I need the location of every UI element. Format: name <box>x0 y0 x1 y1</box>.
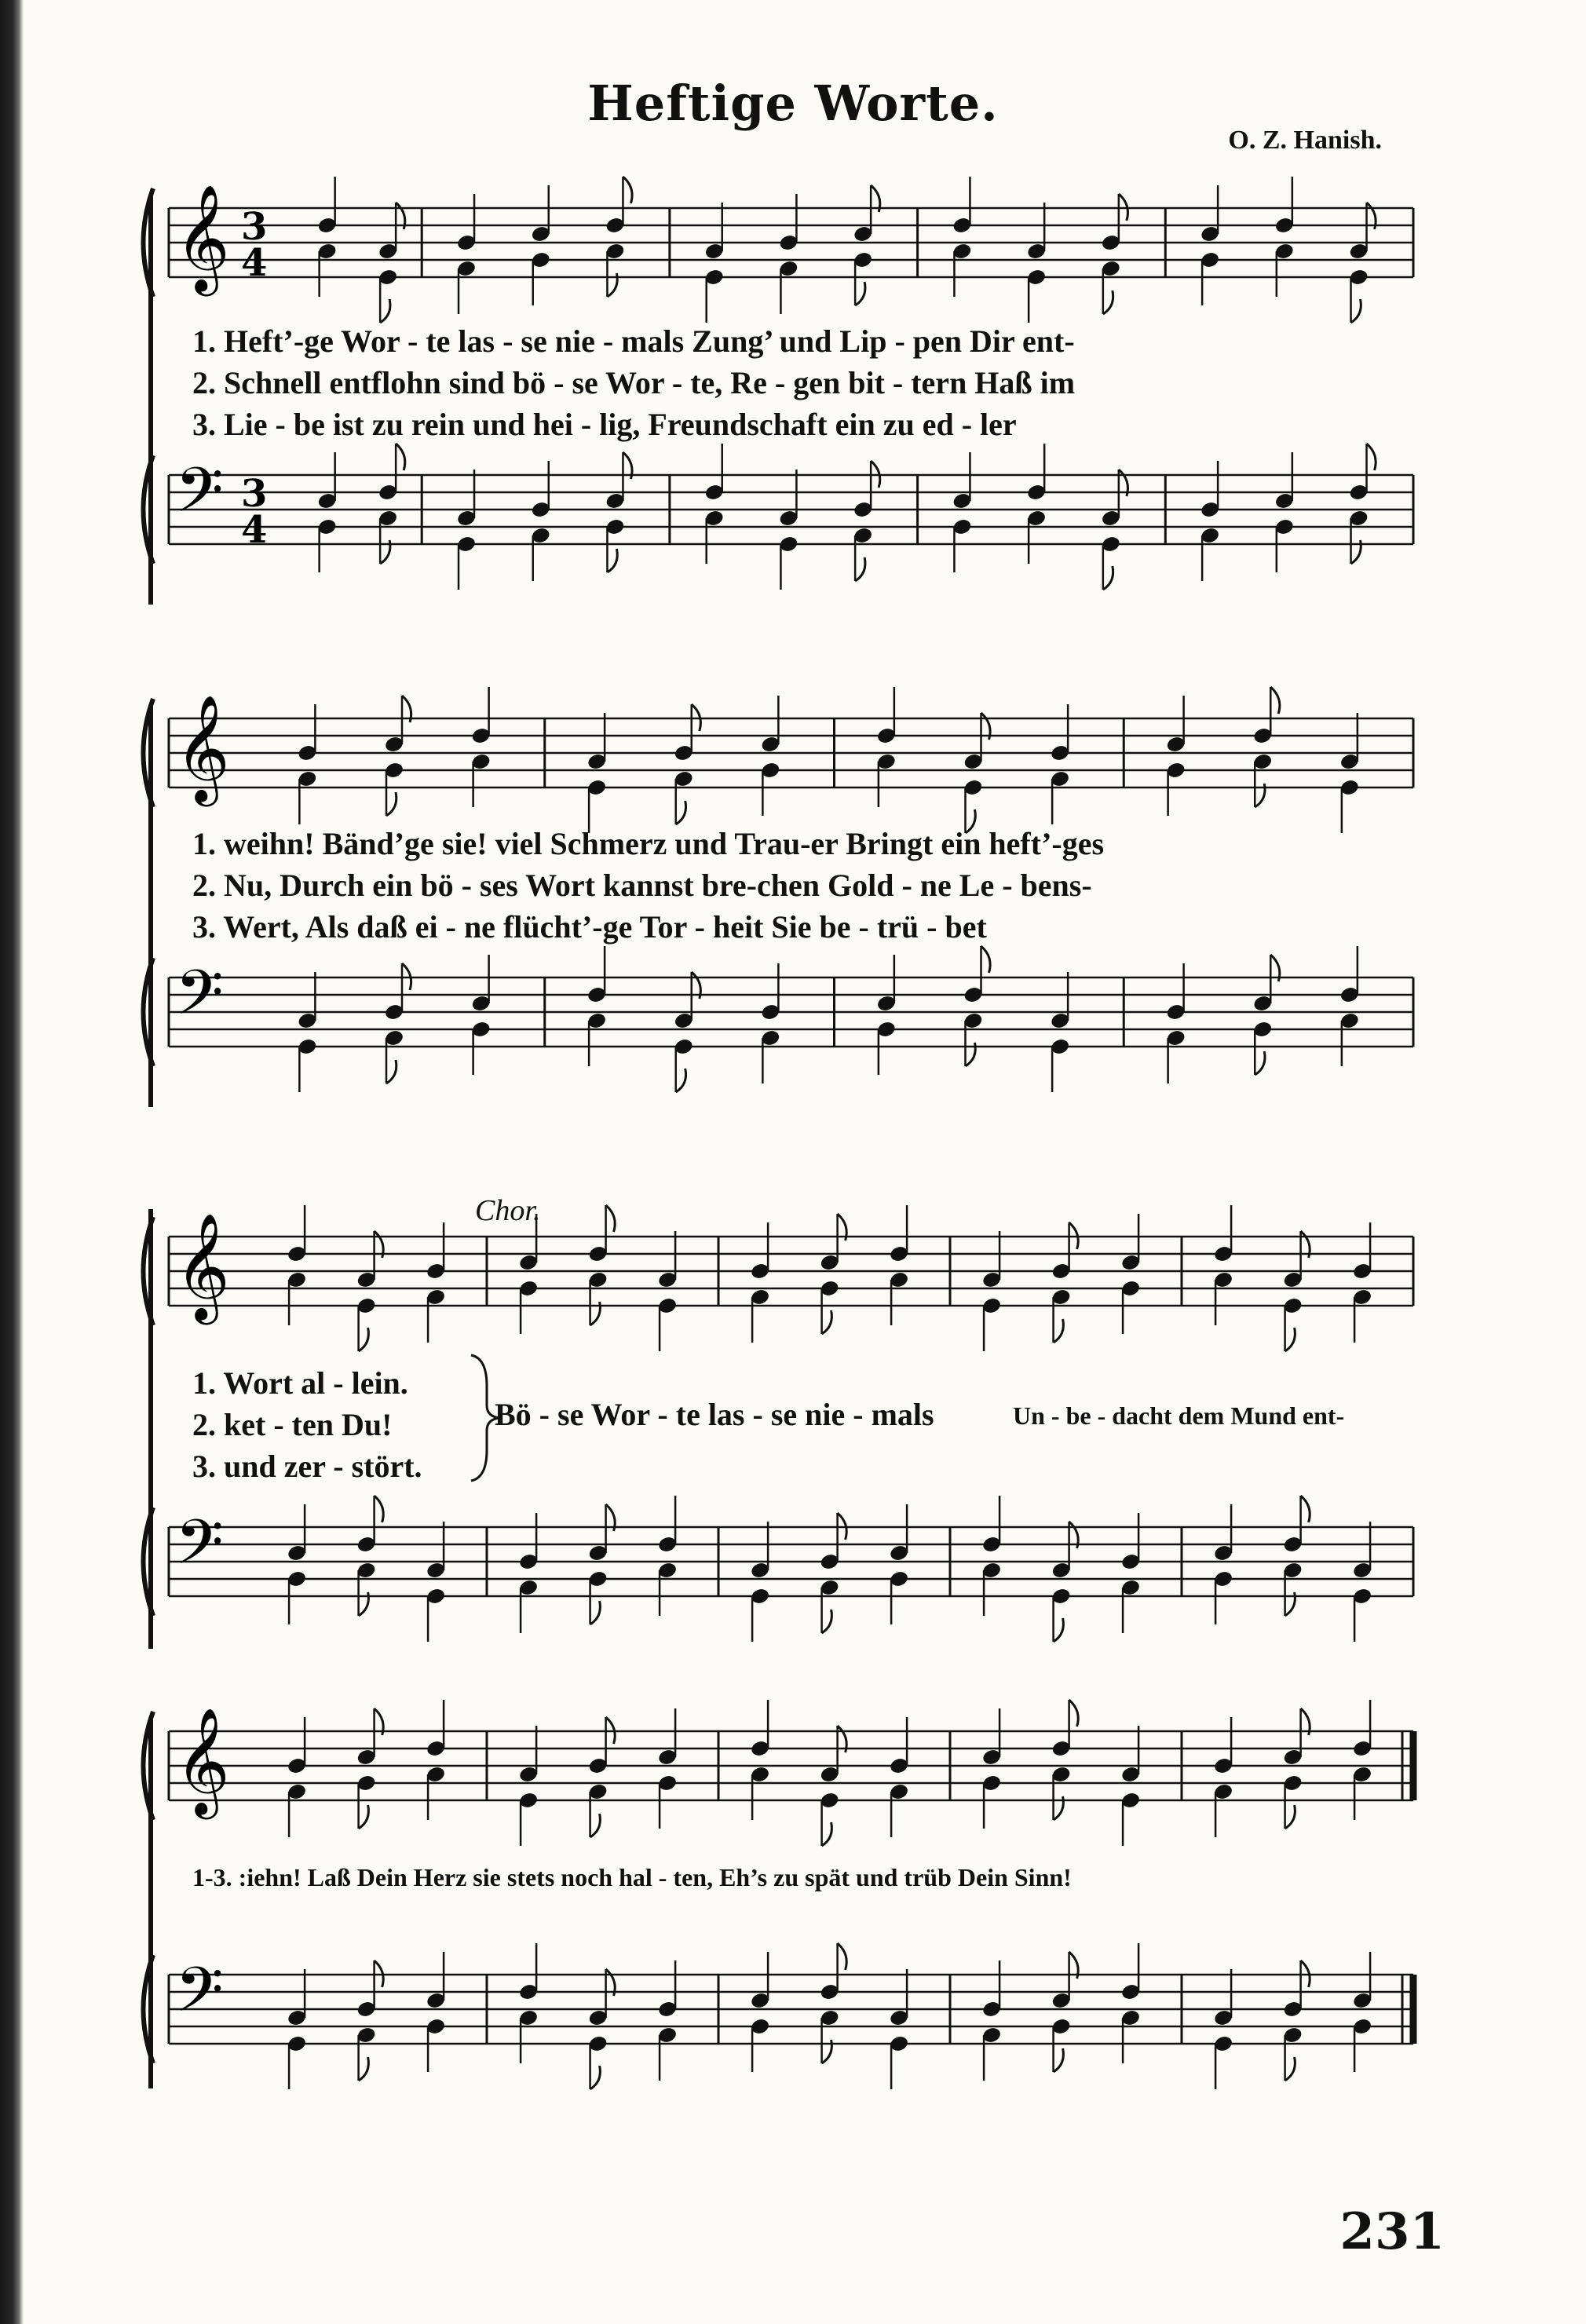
bass-staff-4 <box>0 1947 1586 2128</box>
note-flag <box>1103 566 1113 590</box>
note-flag <box>606 1205 616 1232</box>
staff-group <box>144 687 1414 833</box>
staff-group <box>144 444 1414 590</box>
note-flag <box>1285 2057 1295 2081</box>
note-flag <box>623 177 632 203</box>
lyric-line-3: 3. Lie - be ist zu rein und hei - lig, Freundschaft ein zu ed - ler <box>192 407 1017 442</box>
note-flag <box>1054 2048 1064 2072</box>
lyric-line-3: 3. Wert, Als daß ei - ne flücht’-ge Tor - heit Sie be - trü - bet <box>192 909 987 945</box>
time-signature-bottom: 4 <box>241 241 268 285</box>
note-flag <box>676 801 686 824</box>
note-flag <box>1270 687 1280 714</box>
note-flag <box>822 1822 832 1846</box>
note-flag <box>838 1943 847 1970</box>
bass-clef-icon: 𝄢 <box>175 454 224 542</box>
note-flag <box>1351 299 1361 323</box>
lyric-line-1: 1. Heft’-ge Wor - te las - se nie - mals Zung’ und Lip - pen Dir ent- <box>192 323 1075 359</box>
note-flag <box>822 1310 832 1334</box>
grand-staff-bracket <box>140 1209 171 1680</box>
staff-group <box>144 946 1414 1092</box>
note-flag <box>386 792 396 816</box>
note-flag <box>386 1060 396 1083</box>
music-system-2 <box>0 691 1586 1131</box>
note-flag <box>822 1610 832 1633</box>
note-flag <box>1054 1618 1064 1642</box>
chorus-line: Bö - se Wor - te las - se nie - mals <box>495 1397 934 1432</box>
note-flag <box>590 1814 601 1837</box>
note-flag <box>1054 1319 1064 1343</box>
composer-credit: O. Z. Hanish. <box>1228 126 1382 155</box>
treble-clef-icon: 𝄞 <box>175 1706 230 1814</box>
staff-group <box>144 177 1414 323</box>
time-signature-bottom: 4 <box>241 508 268 552</box>
bass-staff-2 <box>0 950 1586 1131</box>
time-signature-top: 3 <box>241 472 268 516</box>
note-flag <box>1367 444 1376 470</box>
note-flag <box>1301 1496 1310 1522</box>
music-system-3 <box>0 1193 1586 1633</box>
note-flag <box>855 557 865 581</box>
treble-clef-icon: 𝄞 <box>175 183 230 291</box>
grand-staff-bracket <box>140 707 171 1178</box>
bass-staff-1 <box>0 448 1586 628</box>
staff-group <box>144 1700 1414 1846</box>
note-flag <box>1103 290 1113 314</box>
note-flag <box>359 1805 369 1829</box>
bass-staff-3 <box>0 1500 1586 1680</box>
bass-clef-icon: 𝄢 <box>175 1953 224 2041</box>
grand-staff-bracket <box>140 1719 171 2191</box>
note-flag <box>1069 1700 1079 1727</box>
music-system-4 <box>0 1704 1586 2143</box>
note-flag <box>1255 1051 1265 1075</box>
note-flag <box>855 282 865 305</box>
time-signature-top: 3 <box>241 205 268 249</box>
bass-clef-icon: 𝄢 <box>175 1506 224 1594</box>
note-flag <box>375 1496 384 1522</box>
treble-clef-icon: 𝄞 <box>175 693 230 802</box>
treble-clef-icon: 𝄞 <box>175 1211 230 1320</box>
music-system-1 <box>0 181 1586 620</box>
verse-ending-2: 2. ket - ten Du! <box>192 1407 393 1442</box>
lyric-line-refrain: 1-3. :iehn! Laß Dein Herz sie stets noch hal - ten, Eh’s zu spät und trüb Dein Sinn! <box>192 1863 1072 1891</box>
note-flag <box>396 444 405 470</box>
staff-group <box>144 1205 1414 1351</box>
staff-group <box>144 1496 1414 1642</box>
note-flag <box>1285 1328 1295 1351</box>
note-flag <box>590 1601 601 1624</box>
note-flag <box>359 1328 369 1351</box>
treble-staff-3 <box>0 1209 1586 1390</box>
note-flag <box>607 549 617 572</box>
note-flag <box>981 946 991 973</box>
note-flag <box>1285 1805 1295 1829</box>
treble-staff-4 <box>0 1704 1586 1884</box>
bass-clef-icon: 𝄢 <box>175 956 224 1044</box>
chorus-label: Chor. <box>475 1194 541 1227</box>
note-flag <box>359 2057 369 2081</box>
verse-ending-3: 3. und zer - stört. <box>192 1449 422 1484</box>
grand-staff-bracket <box>140 196 171 667</box>
lyric-line-2: 2. Schnell entflohn sind bö - se Wor - te, Re - gen bit - tern Haß im <box>192 365 1076 400</box>
song-title: Heftige Worte. <box>587 75 999 132</box>
chorus-line-small: Un - be - dacht dem Mund ent- <box>1013 1401 1345 1430</box>
staff-group <box>144 1943 1414 2089</box>
note-flag <box>676 1069 686 1092</box>
page-number: 231 <box>1339 2202 1445 2261</box>
verse-ending-1: 1. Wort al - lein. <box>192 1365 408 1401</box>
lyric-line-1: 1. weihn! Bänd’ge sie! viel Schmerz und Trau-er Bringt ein heft’-ges <box>192 826 1105 861</box>
note-flag <box>380 299 390 323</box>
note-flag <box>590 2066 601 2089</box>
lyric-line-2: 2. Nu, Durch ein bö - ses Wort kannst bre-chen Gold - ne Le - bens- <box>192 868 1092 903</box>
